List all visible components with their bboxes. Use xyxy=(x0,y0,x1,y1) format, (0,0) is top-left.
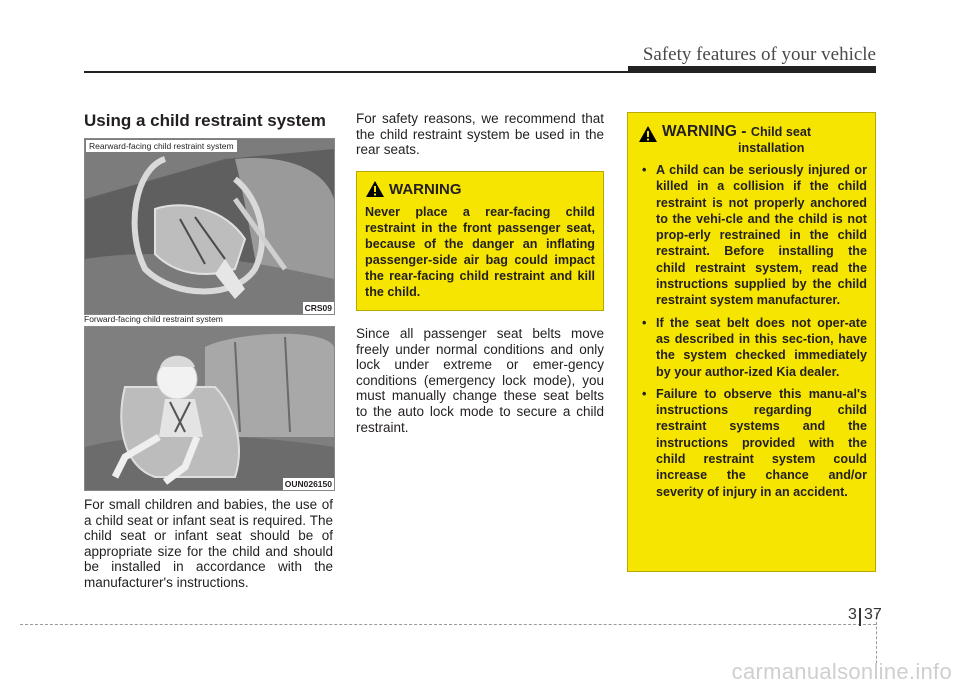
list-item: • A child can be seriously injured or killed in a collision if the child restraint is not properly anchored to the vehi-cle and the child is not prop-erly restrained in the child restraint. Before installing the child restraint system, read the instructions supplied by the child restraint system manufacturer. xyxy=(638,162,867,309)
figure-code: CRS09 xyxy=(304,303,332,313)
warning-text: Never place a rear-facing child restraint in the front passenger seat, because of the danger an inflating passenger-side air bag could impact the rear-facing child restraint and kill the child. xyxy=(365,205,595,299)
figure-rear-facing-seat xyxy=(84,138,335,315)
warning-triangle-icon xyxy=(638,125,658,143)
section-number: 3 xyxy=(848,606,857,623)
warning-box-rear-facing xyxy=(356,171,604,311)
warning-subtitle-line2: installation xyxy=(738,141,805,155)
page-number-divider xyxy=(859,608,861,626)
header-tab-bar xyxy=(628,66,876,73)
section-title: Safety features of your vehicle xyxy=(642,44,876,65)
page-number: 37 xyxy=(864,606,882,623)
figure-forward-facing-seat xyxy=(84,326,335,491)
warning-label: WARNING - xyxy=(662,123,747,140)
intro-paragraph: For small children and babies, the use of a child seat or infant seat is required. The child seat or infant seat should be of appropriate size for the child and should be installed in accordance with the manufacturer's instructions. xyxy=(84,497,333,590)
warning-box-installation xyxy=(627,112,876,572)
list-item: • If the seat belt does not oper-ate as described in this sec-tion, have the system checked immediately by your author-ized Kia dealer. xyxy=(638,315,867,380)
page-title: Using a child restraint system xyxy=(84,111,326,130)
figure-caption: Forward-facing child restraint system xyxy=(84,314,223,324)
figure-code: OUN026150 xyxy=(284,479,332,489)
figure-caption: Rearward-facing child restraint system xyxy=(86,140,237,152)
warning-bullet-list xyxy=(638,162,867,500)
rear-facing-seat-illustration xyxy=(85,139,334,314)
footer-rule xyxy=(20,624,876,625)
warning-subtitle: Child seat xyxy=(750,125,812,139)
list-item: • Failure to observe this manu-al's instructions regarding child restraint systems and the instructions provided with the child restraint system could increase the chance and/or severity of injury in an accident. xyxy=(638,386,867,500)
recommendation-paragraph: For safety reasons, we recommend that the child restraint system be used in the rear seats. xyxy=(356,111,604,158)
seat-belt-paragraph: Since all passenger seat belts move freely under normal conditions and only lock under extreme or emer-gency conditions (emergency lock mode), you must manually change these seat belts to the auto lock mode to secure a child restraint. xyxy=(356,326,604,435)
warning-label: WARNING xyxy=(389,180,462,198)
warning-triangle-icon xyxy=(365,180,385,198)
forward-facing-seat-illustration xyxy=(85,327,334,490)
watermark: carmanualsonline.info xyxy=(731,659,952,684)
